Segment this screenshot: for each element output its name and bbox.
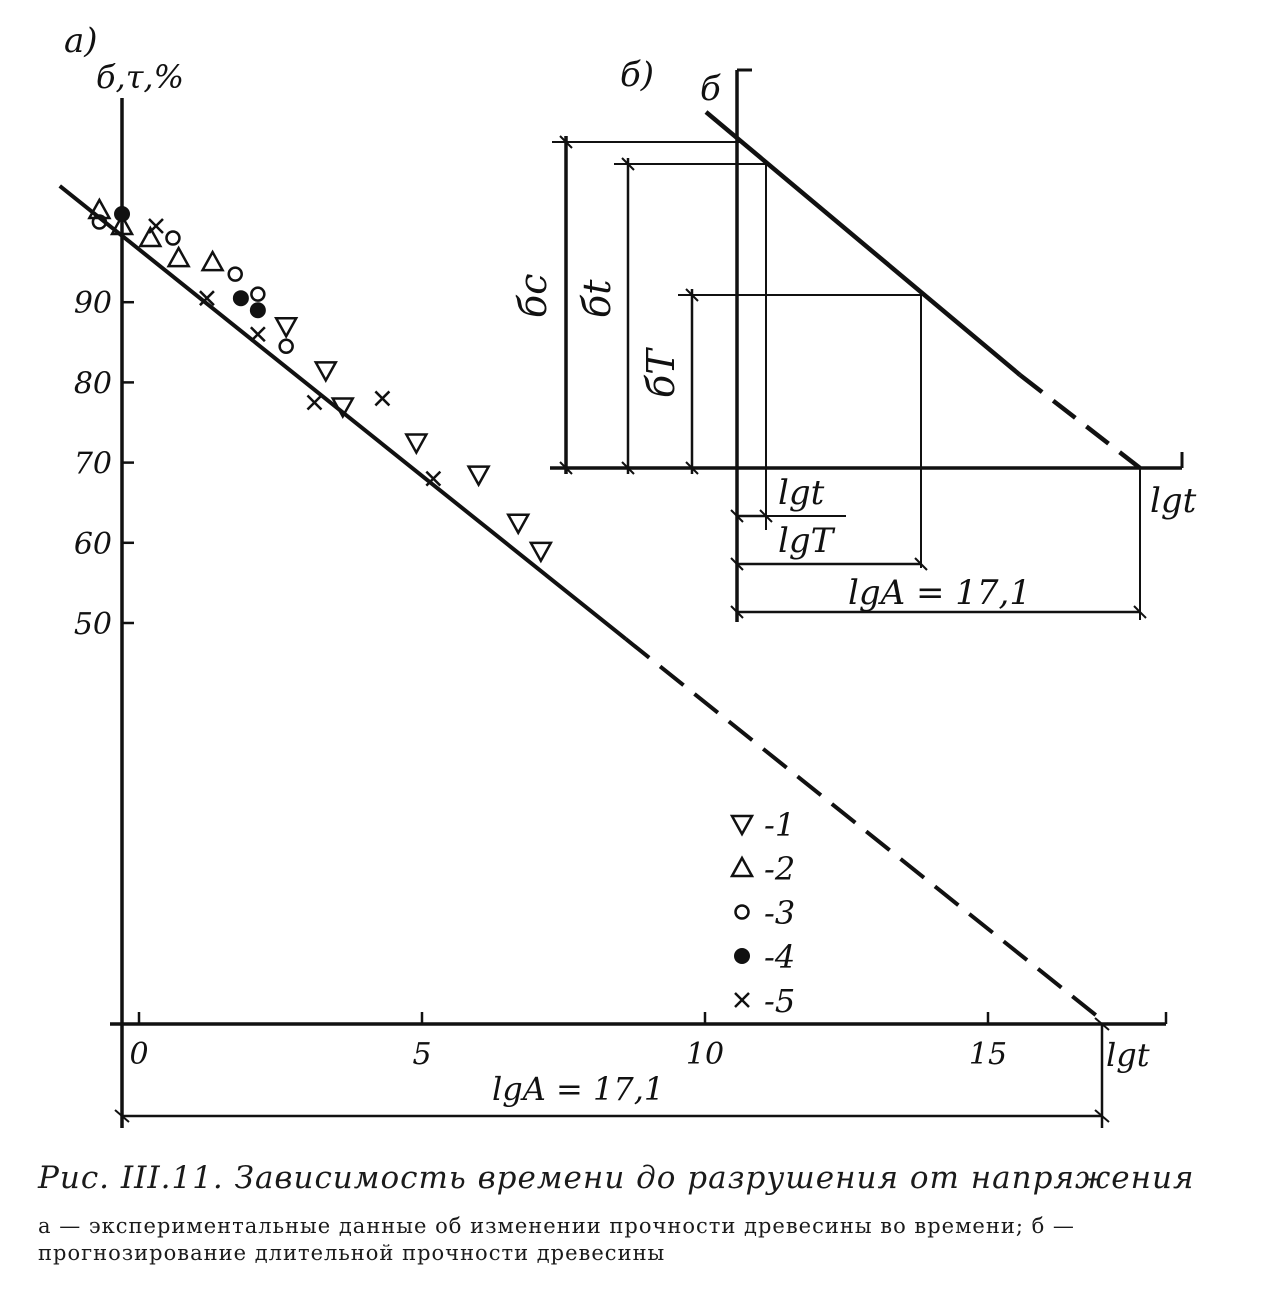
legend-marker-3 <box>736 906 749 919</box>
data-point-series-5 <box>307 395 321 409</box>
legend-marker-5 <box>735 993 749 1007</box>
y-axis-label: б,τ,% <box>96 58 184 96</box>
y-ticks <box>74 286 134 642</box>
legend-label: -4 <box>764 938 796 976</box>
lgA-interval-label: lgA = 17,1 <box>848 573 1031 613</box>
x-tick-label: 5 <box>412 1037 432 1072</box>
data-point-series-1 <box>508 515 528 533</box>
panel-a-label: а) <box>64 21 98 61</box>
data-point-series-3 <box>280 340 293 353</box>
legend-label: -3 <box>764 894 796 932</box>
caption-title: Рис. III.11. Зависимость времени до разрушения от напряжения <box>38 1160 1195 1196</box>
caption-description: а — экспериментальные данные об изменении прочности древесины во времени; б — прогнозирование длительной прочности древесины <box>38 1214 1075 1265</box>
panel-b <box>511 55 1197 622</box>
legend-marker-1 <box>732 816 752 834</box>
data-point-series-1 <box>276 318 296 336</box>
regression-line-solid <box>60 186 626 639</box>
data-point-series-1 <box>316 362 336 380</box>
data-point-series-1 <box>406 435 426 453</box>
data-point-series-1 <box>531 543 551 561</box>
data-point-series-3 <box>229 268 242 281</box>
data-point-series-5 <box>375 391 389 405</box>
panel-b-x-label: lgt <box>1150 481 1197 521</box>
legend-marker-4 <box>734 948 750 964</box>
x-tick-label: 15 <box>968 1037 1008 1072</box>
sigma-T-label: бT <box>639 349 683 398</box>
regression-line-extrapolated <box>626 639 1107 1024</box>
x-tick-label: 0 <box>129 1037 149 1072</box>
data-points <box>89 200 550 561</box>
panel-b-label: б) <box>620 55 655 95</box>
y-tick-label: 50 <box>73 607 112 642</box>
data-point-series-5 <box>149 219 163 233</box>
x-ticks <box>129 1012 1007 1072</box>
data-point-series-5 <box>251 327 265 341</box>
legend-label: -2 <box>764 850 796 888</box>
data-point-series-2 <box>169 248 189 266</box>
lgt-interval-label: lgt <box>778 473 825 513</box>
sigma-c-label: бс <box>511 273 555 318</box>
panel-b-line-solid <box>706 112 1020 375</box>
data-point-series-1 <box>469 467 489 485</box>
data-point-series-4 <box>233 290 249 306</box>
data-point-series-2 <box>203 252 223 270</box>
y-tick-label: 80 <box>73 366 112 402</box>
legend-label: -5 <box>764 982 796 1020</box>
x-tick-label: 10 <box>685 1037 725 1072</box>
panel-b-y-label: б <box>700 69 721 109</box>
lgT-interval-label: lgT <box>778 521 834 561</box>
data-point-series-4 <box>114 206 130 222</box>
y-tick-label: 60 <box>73 526 112 562</box>
legend-marker-2 <box>732 858 752 876</box>
sigma-t-label: бt <box>575 279 619 318</box>
data-point-series-3 <box>166 232 179 245</box>
y-tick-label: 70 <box>73 446 112 482</box>
panel-b-line-dashed <box>1020 375 1140 468</box>
legend <box>732 806 795 1020</box>
lga-annotation: lgA = 17,1 <box>492 1070 665 1108</box>
y-tick-label: 90 <box>73 286 112 322</box>
x-axis-label: lgt <box>1106 1036 1150 1074</box>
legend-label: -1 <box>764 806 796 844</box>
data-point-series-3 <box>251 288 264 301</box>
data-point-series-4 <box>250 302 266 318</box>
